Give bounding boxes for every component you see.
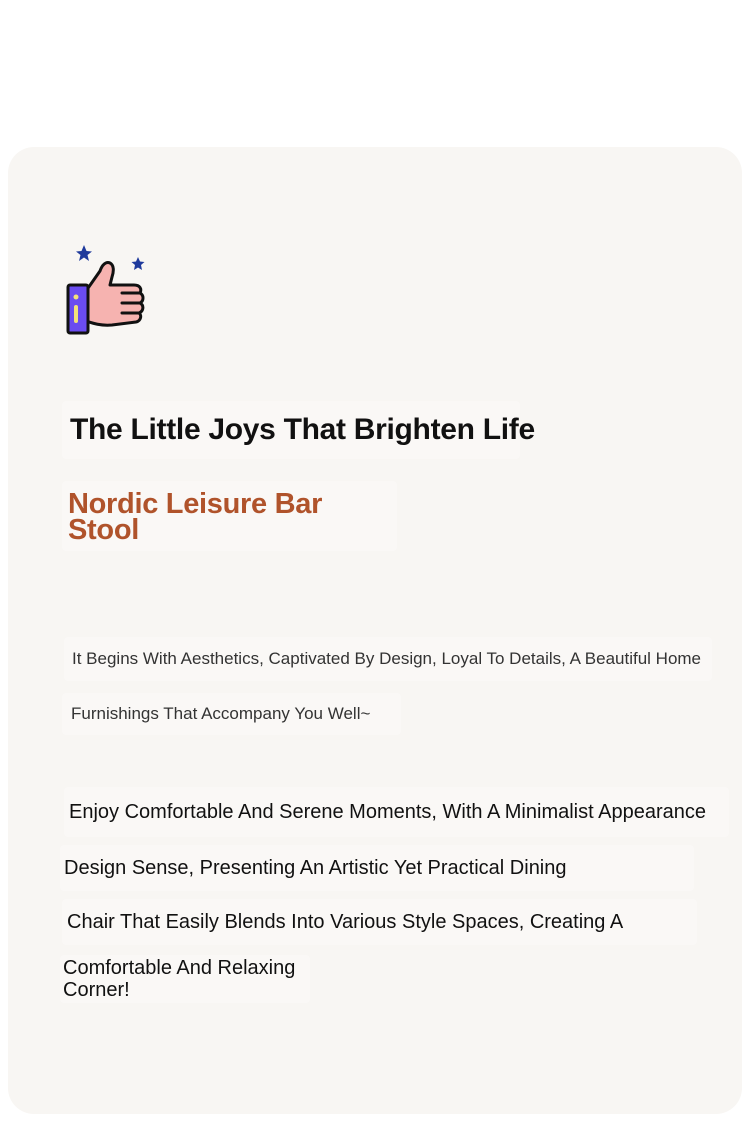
thumbs-up-icon xyxy=(60,243,152,343)
body-line: Chair That Easily Blends Into Various Style Spaces, Creating A xyxy=(62,899,697,945)
intro-line: Furnishings That Accompany You Well~ xyxy=(62,693,401,735)
intro-line: It Begins With Aesthetics, Captivated By Design, Loyal To Details, A Beautiful Home xyxy=(64,637,712,681)
page-title: The Little Joys That Brighten Life xyxy=(62,401,520,459)
sparkle-icon xyxy=(76,245,92,261)
content-card xyxy=(8,147,742,1114)
sparkle-icon xyxy=(132,257,145,270)
body-line: Enjoy Comfortable And Serene Moments, With A Minimalist Appearance xyxy=(64,787,729,837)
body-line: Comfortable And Relaxing Corner! xyxy=(60,955,310,1003)
body-line: Design Sense, Presenting An Artistic Yet Practical Dining xyxy=(60,845,694,891)
product-subtitle: Nordic Leisure Bar Stool xyxy=(62,481,397,551)
